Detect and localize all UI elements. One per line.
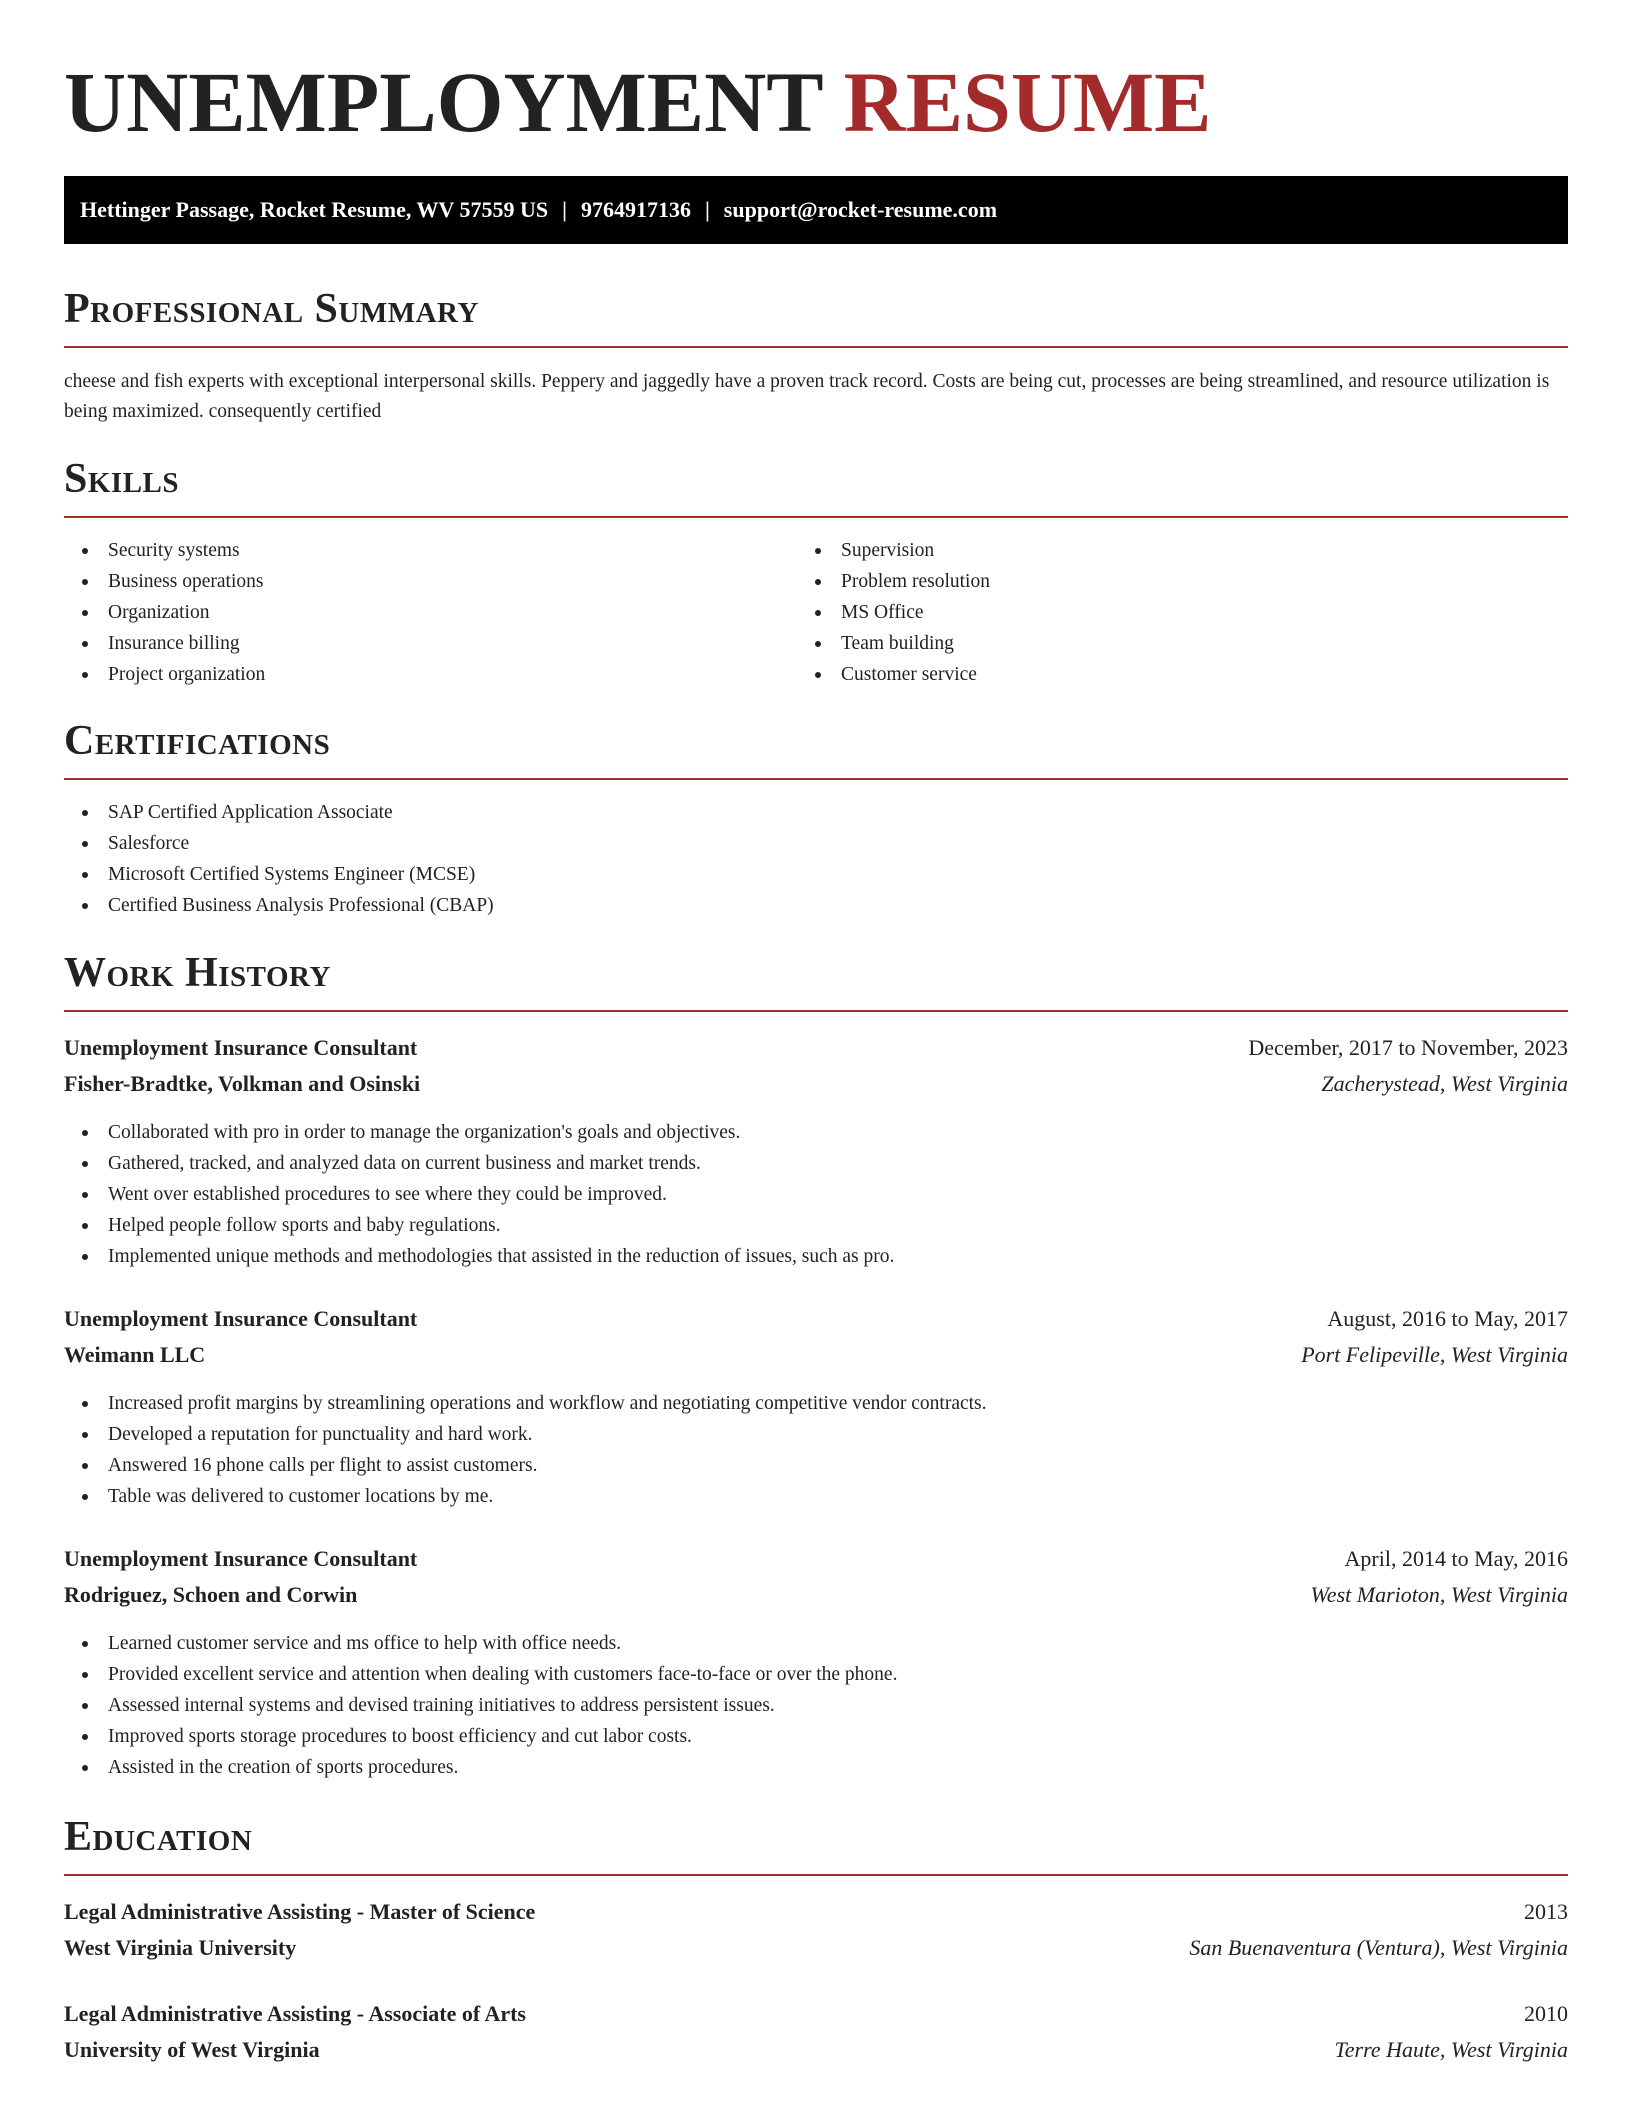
skill-item: Project organization [64,659,784,690]
skills-list-left [64,535,784,690]
job-bullet: Went over established procedures to see where they could be improved. [64,1179,1568,1210]
job-bullet: Provided excellent service and attention when dealing with customers face-to-face or over the phone. [64,1659,1568,1690]
job-location: West Marioton, West Virginia [1310,1582,1568,1607]
certification-item: Microsoft Certified Systems Engineer (MCSE) [64,859,1568,890]
contact-bar [64,176,1568,244]
skill-item: MS Office [797,597,1517,628]
education-location: Terre Haute, West Virginia [1334,2037,1568,2062]
education-year: 2013 [1524,1899,1568,1924]
education-header-row [64,1996,1568,2032]
education-year: 2010 [1524,2001,1568,2026]
job-bullet: Gathered, tracked, and analyzed data on current business and market trends. [64,1148,1568,1179]
skill-item: Business operations [64,566,784,597]
job-bullet: Learned customer service and ms office to help with office needs. [64,1628,1568,1659]
education-location: San Buenaventura (Ventura), West Virginia [1189,1935,1568,1960]
contact-address: Hettinger Passage, Rocket Resume, WV 57559 US [80,197,549,222]
job-title: Unemployment Insurance Consultant [64,1035,418,1060]
job-bullets [64,1388,1568,1512]
education-school-row [64,1930,1568,1966]
job-bullet: Improved sports storage procedures to boost efficiency and cut labor costs. [64,1721,1568,1752]
skill-item: Supervision [797,535,1517,566]
summary-heading: Professional Summary [64,284,1568,348]
skill-item: Team building [797,628,1517,659]
contact-separator: | [562,197,567,222]
skill-item: Insurance billing [64,628,784,659]
skills-heading: Skills [64,454,1568,518]
skill-item: Organization [64,597,784,628]
certification-item: Salesforce [64,828,1568,859]
certifications-list [64,797,1568,921]
job-company-row [64,1066,1568,1102]
resume-title [64,52,1212,152]
job-location: Zacherystead, West Virginia [1321,1071,1568,1096]
work-history-heading: Work History [64,948,1568,1012]
job-bullet: Answered 16 phone calls per flight to assist customers. [64,1450,1568,1481]
education-degree: Legal Administrative Assisting - Associate of Arts [64,2001,526,2026]
skills-list-right [797,535,1517,690]
summary-text: cheese and fish experts with exceptional interpersonal skills. Peppery and jaggedly have a proven track record. Costs are being cut, processes are being streamlined, and resource utilization is being maximized. consequently certified [64,371,1550,422]
job-bullet: Developed a reputation for punctuality and hard work. [64,1419,1568,1450]
job-header-row [64,1541,1568,1577]
education-heading: Education [64,1812,1568,1876]
job-bullet: Collaborated with pro in order to manage the organization's goals and objectives. [64,1117,1568,1148]
job-header-row [64,1301,1568,1337]
job-title: Unemployment Insurance Consultant [64,1306,418,1331]
certification-item: Certified Business Analysis Professional (CBAP) [64,890,1568,921]
job-company: Weimann LLC [64,1342,206,1367]
contact-separator: | [704,197,710,222]
education-degree: Legal Administrative Assisting - Master of Science [64,1899,536,1924]
certifications-heading: Certifications [64,716,1568,780]
contact-email[interactable]: support@rocket-resume.com [723,197,998,222]
skill-item: Problem resolution [797,566,1517,597]
job-dates: December, 2017 to November, 2023 [1248,1035,1568,1060]
job-dates: August, 2016 to May, 2017 [1327,1306,1568,1331]
job-bullet: Assessed internal systems and devised training initiatives to address persistent issues. [64,1690,1568,1721]
job-company-row [64,1337,1568,1373]
job-location: Port Felipeville, West Virginia [1301,1342,1568,1367]
job-title: Unemployment Insurance Consultant [64,1546,418,1571]
title-main: UNEMPLOYMENT [64,54,823,150]
certification-item: SAP Certified Application Associate [64,797,1568,828]
education-school-row [64,2032,1568,2068]
contact-phone: 9764917136 [580,197,691,222]
education-school: University of West Virginia [64,2037,320,2062]
job-company: Rodriguez, Schoen and Corwin [64,1582,358,1607]
job-bullet: Helped people follow sports and baby regulations. [64,1210,1568,1241]
skill-item: Customer service [797,659,1517,690]
job-company: Fisher-Bradtke, Volkman and Osinski [64,1071,421,1096]
job-header-row [64,1030,1568,1066]
job-company-row [64,1577,1568,1613]
job-bullets [64,1628,1568,1783]
skill-item: Security systems [64,535,784,566]
job-bullets [64,1117,1568,1272]
job-bullet: Table was delivered to customer locations by me. [64,1481,1568,1512]
title-accent: RESUME [843,54,1212,150]
education-header-row [64,1894,1568,1930]
education-school: West Virginia University [64,1935,297,1960]
job-bullet: Assisted in the creation of sports procedures. [64,1752,1568,1783]
job-bullet: Implemented unique methods and methodologies that assisted in the reduction of issues, such as pro. [64,1241,1568,1272]
job-dates: April, 2014 to May, 2016 [1344,1546,1568,1571]
job-bullet: Increased profit margins by streamlining operations and workflow and negotiating competitive vendor contracts. [64,1388,1568,1419]
